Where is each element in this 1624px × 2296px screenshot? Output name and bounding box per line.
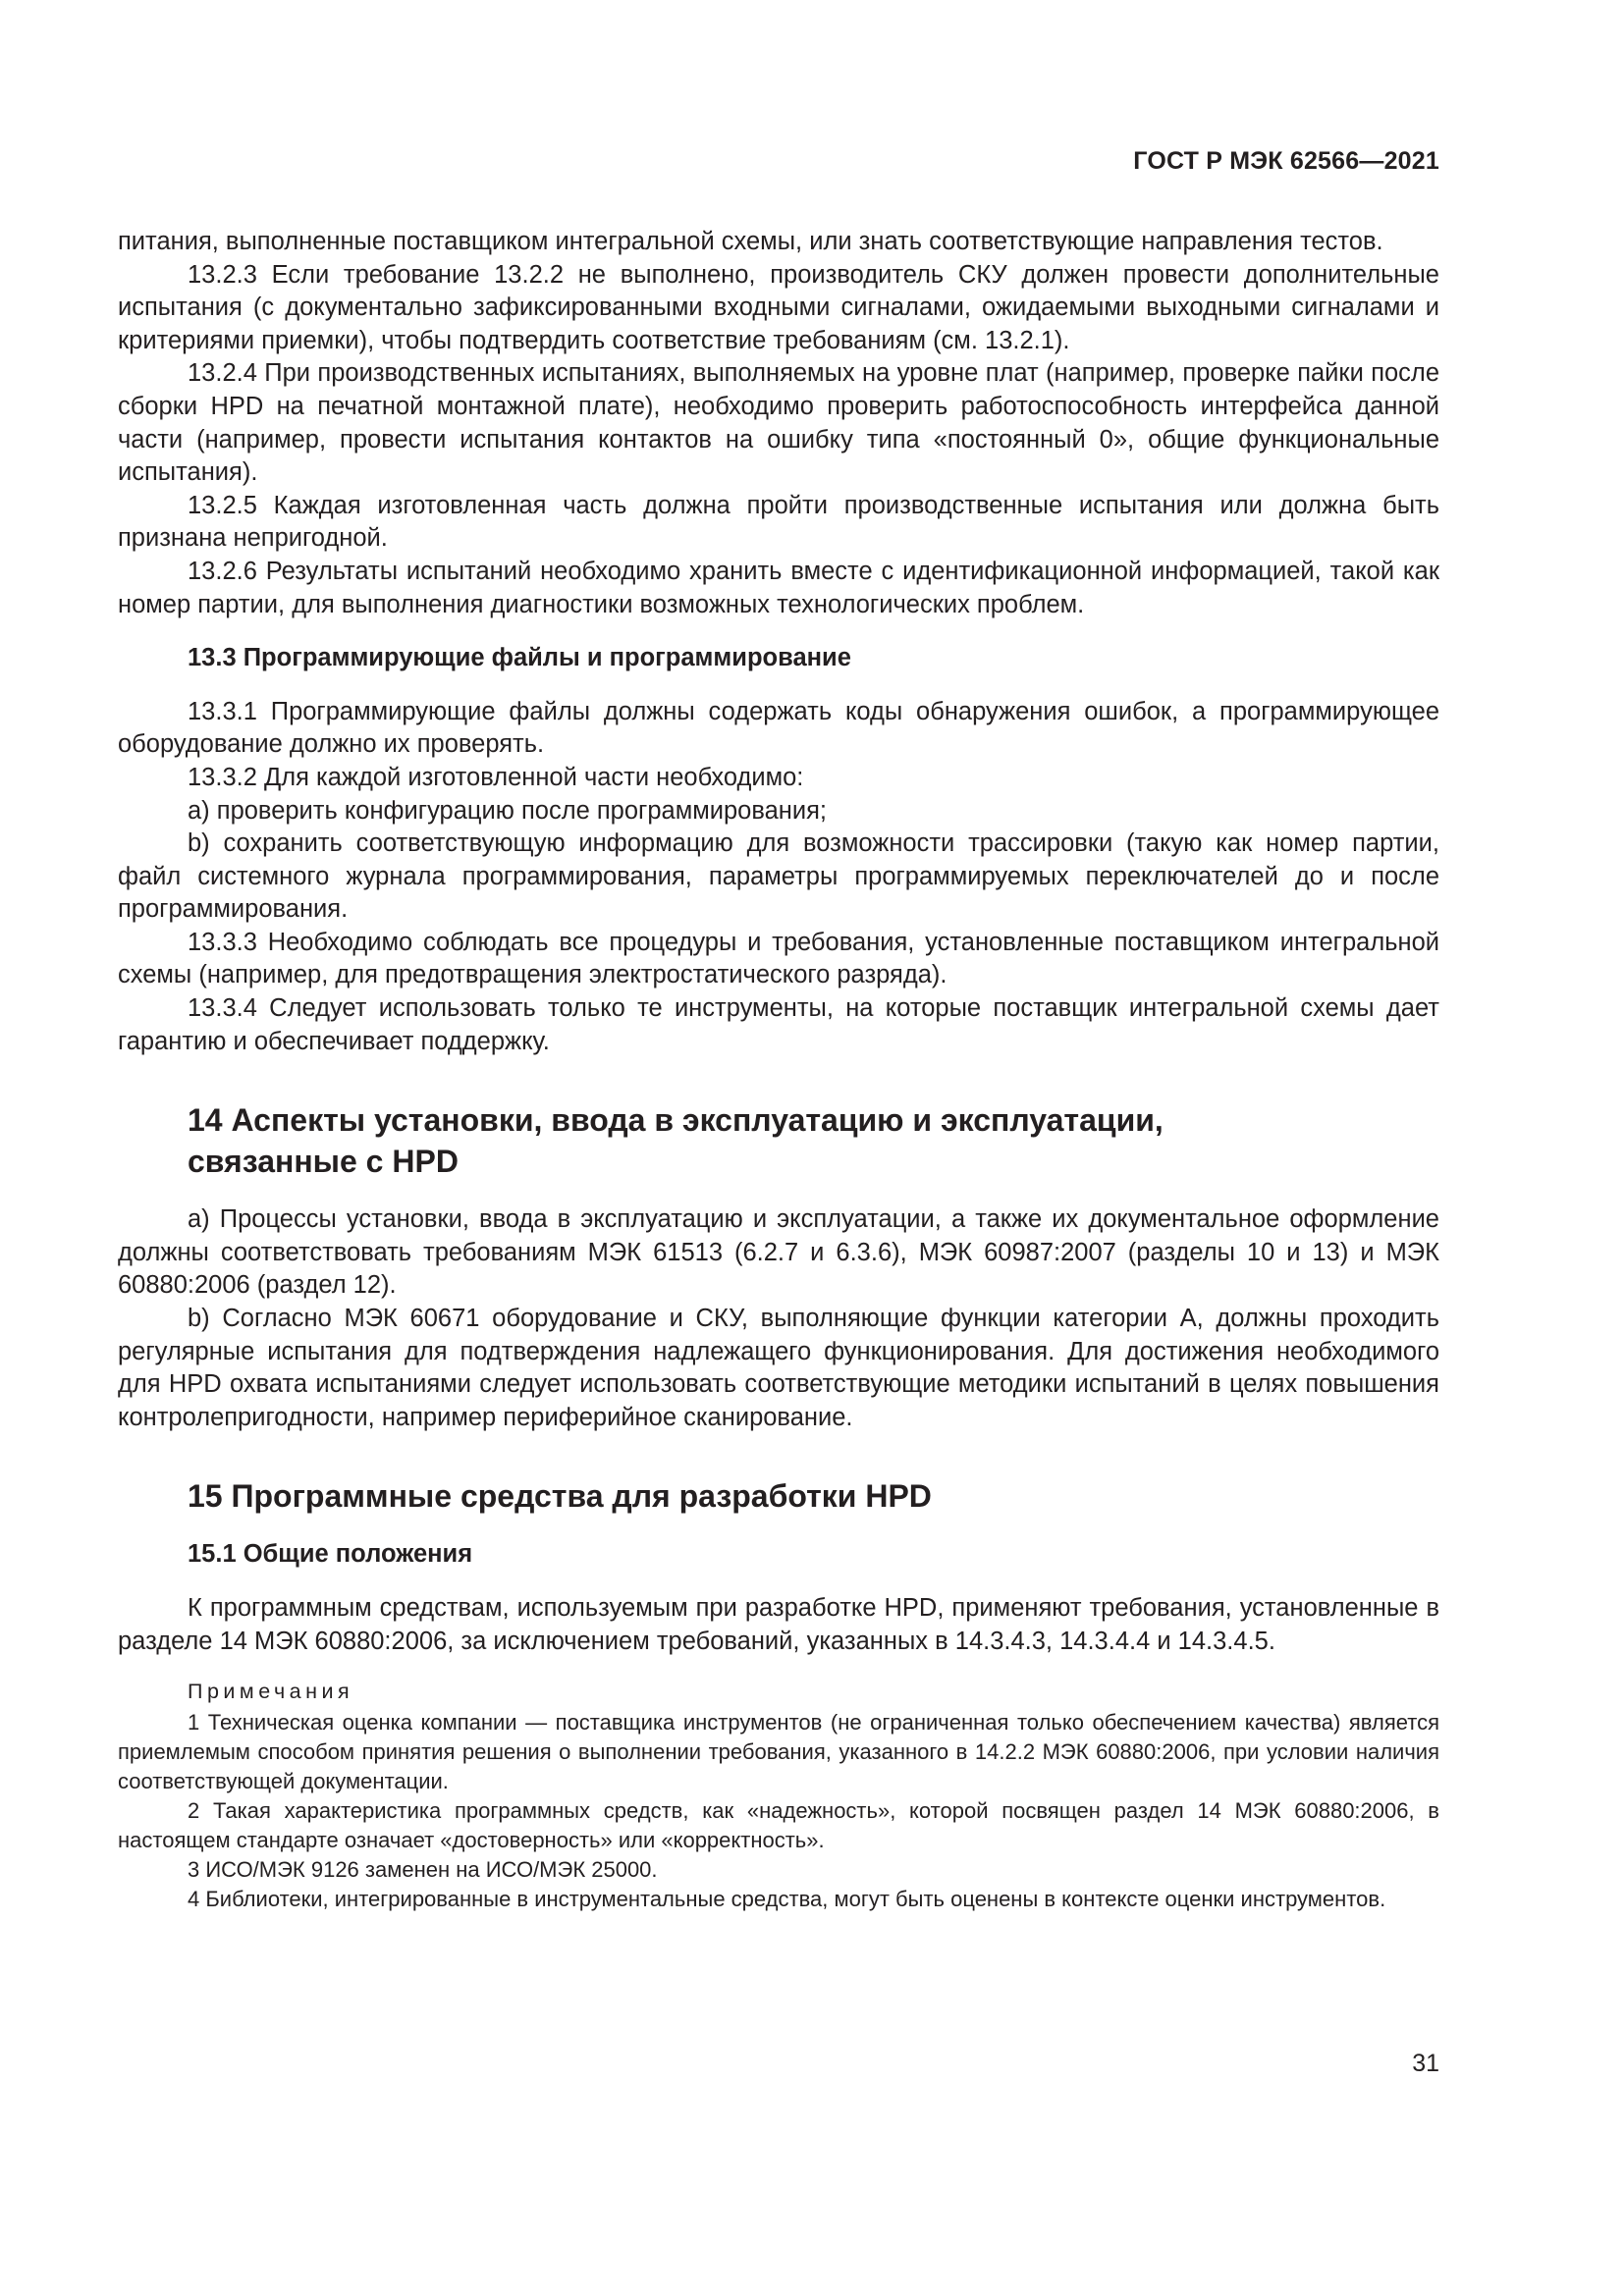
paragraph-13-2-6: 13.2.6 Результаты испытаний необходимо хранить вместе с идентификационной информацией, такой как номер партии, для выполнения диагностики возможных технологических проблем. [118,557,1439,618]
list-item-b: b) сохранить соответствующую информацию для возможности трассировки (такую как номер партии, файл системного журнала программирования, параметры программируемых переключателей до и после программирования. [118,829,1439,924]
section-heading-14-line1: 14 Аспекты установки, ввода в эксплуатацию и эксплуатации, [188,1102,1164,1139]
note-1: 1 Техническая оценка компании — поставщика инструментов (не ограниченная только обеспечением качества) является приемлемым способом принятия решения о выполнении требования, указанного в 14.2.2 МЭК 60880:2006, при условии наличия соответствующей документации. [118,1710,1439,1794]
standard-header: ГОСТ Р МЭК 62566—2021 [1133,147,1439,175]
paragraph-14-b: b) Согласно МЭК 60671 оборудование и СКУ, выполняющие функции категории А, должны проходить регулярные испытания для подтверждения надлежащего функционирования. Для достижения необходимого для HPD охвата испытаниями следует использовать соответствующие методики испытаний в целях повышения контролепригодности, например периферийное сканирование. [118,1305,1439,1431]
subsection-heading-13-3: 13.3 Программирующие файлы и программирование [188,644,851,672]
section-heading-14 [188,1099,1439,1182]
paragraph-13-2-5: 13.2.5 Каждая изготовленная часть должна пройти производственные испытания или должна быть признана непригодной. [118,491,1439,553]
section-heading-14-line2: связанные с HPD [188,1144,459,1180]
subsection-heading-15-1: 15.1 Общие положения [188,1540,473,1569]
paragraph-13-3-2: 13.3.2 Для каждой изготовленной части необходимо: [188,763,804,791]
paragraph-14-a: a) Процессы установки, ввода в эксплуатацию и эксплуатации, а также их документальное оформление должны соответствовать требованиям МЭК 61513 (6.2.7 и 6.3.6), МЭК 60987:2007 (разделы 10 и 13) и МЭК 60880:2006 (раздел 12). [118,1205,1439,1300]
section-heading-15: 15 Программные средства для разработки HPD [188,1478,932,1515]
paragraph-13-3-3: 13.3.3 Необходимо соблюдать все процедуры и требования, установленные поставщиком интегральной схемы (например, для предотвращения электростатического разряда). [118,928,1439,989]
page-body [118,226,1439,1914]
paragraph-13-3-4: 13.3.4 Следует использовать только те инструменты, на которые поставщик интегральной схемы дает гарантию и обеспечивает поддержку. [118,994,1439,1055]
paragraph-15-1: К программным средствам, используемым при разработке HPD, применяют требования, установленные в разделе 14 МЭК 60880:2006, за исключением требований, указанных в 14.3.4.3, 14.3.4.4 и 14.3.4.5. [118,1594,1439,1655]
note-3: 3 ИСО/МЭК 9126 заменен на ИСО/МЭК 25000. [188,1857,658,1883]
list-item-a: a) проверить конфигурацию после программирования; [188,796,828,825]
page-number: 31 [1412,2050,1439,2077]
paragraph-13-2-4: 13.2.4 При производственных испытаниях, выполняемых на уровне плат (например, проверке пайки после сборки HPD на печатной монтажной плате), необходимо проверить работоспособность интерфейса данной части (например, провести испытания контактов на ошибку типа «постоянный 0», общие функциональные испытания). [118,359,1439,487]
paragraph-continuation: питания, выполненные поставщиком интегральной схемы, или знать соответствующие направления тестов. [118,228,1383,255]
notes-title: Примечания [188,1680,354,1704]
note-2: 2 Такая характеристика программных средств, как «надежность», которой посвящен раздел 14 МЭК 60880:2006, в настоящем стандарте означает «достоверность» или «корректность». [118,1798,1439,1853]
note-4: 4 Библиотеки, интегрированные в инструментальные средства, могут быть оценены в контексте оценки инструментов. [188,1887,1386,1912]
paragraph-13-3-1: 13.3.1 Программирующие файлы должны содержать коды обнаружения ошибок, а программирующее оборудование должно их проверять. [118,697,1439,759]
paragraph-13-2-3: 13.2.3 Если требование 13.2.2 не выполнено, производитель СКУ должен провести дополнительные испытания (с документально зафиксированными входными сигналами, ожидаемыми выходными сигналами и критериями приемки), чтобы подтвердить соответствие требованиям (см. 13.2.1). [118,260,1439,354]
